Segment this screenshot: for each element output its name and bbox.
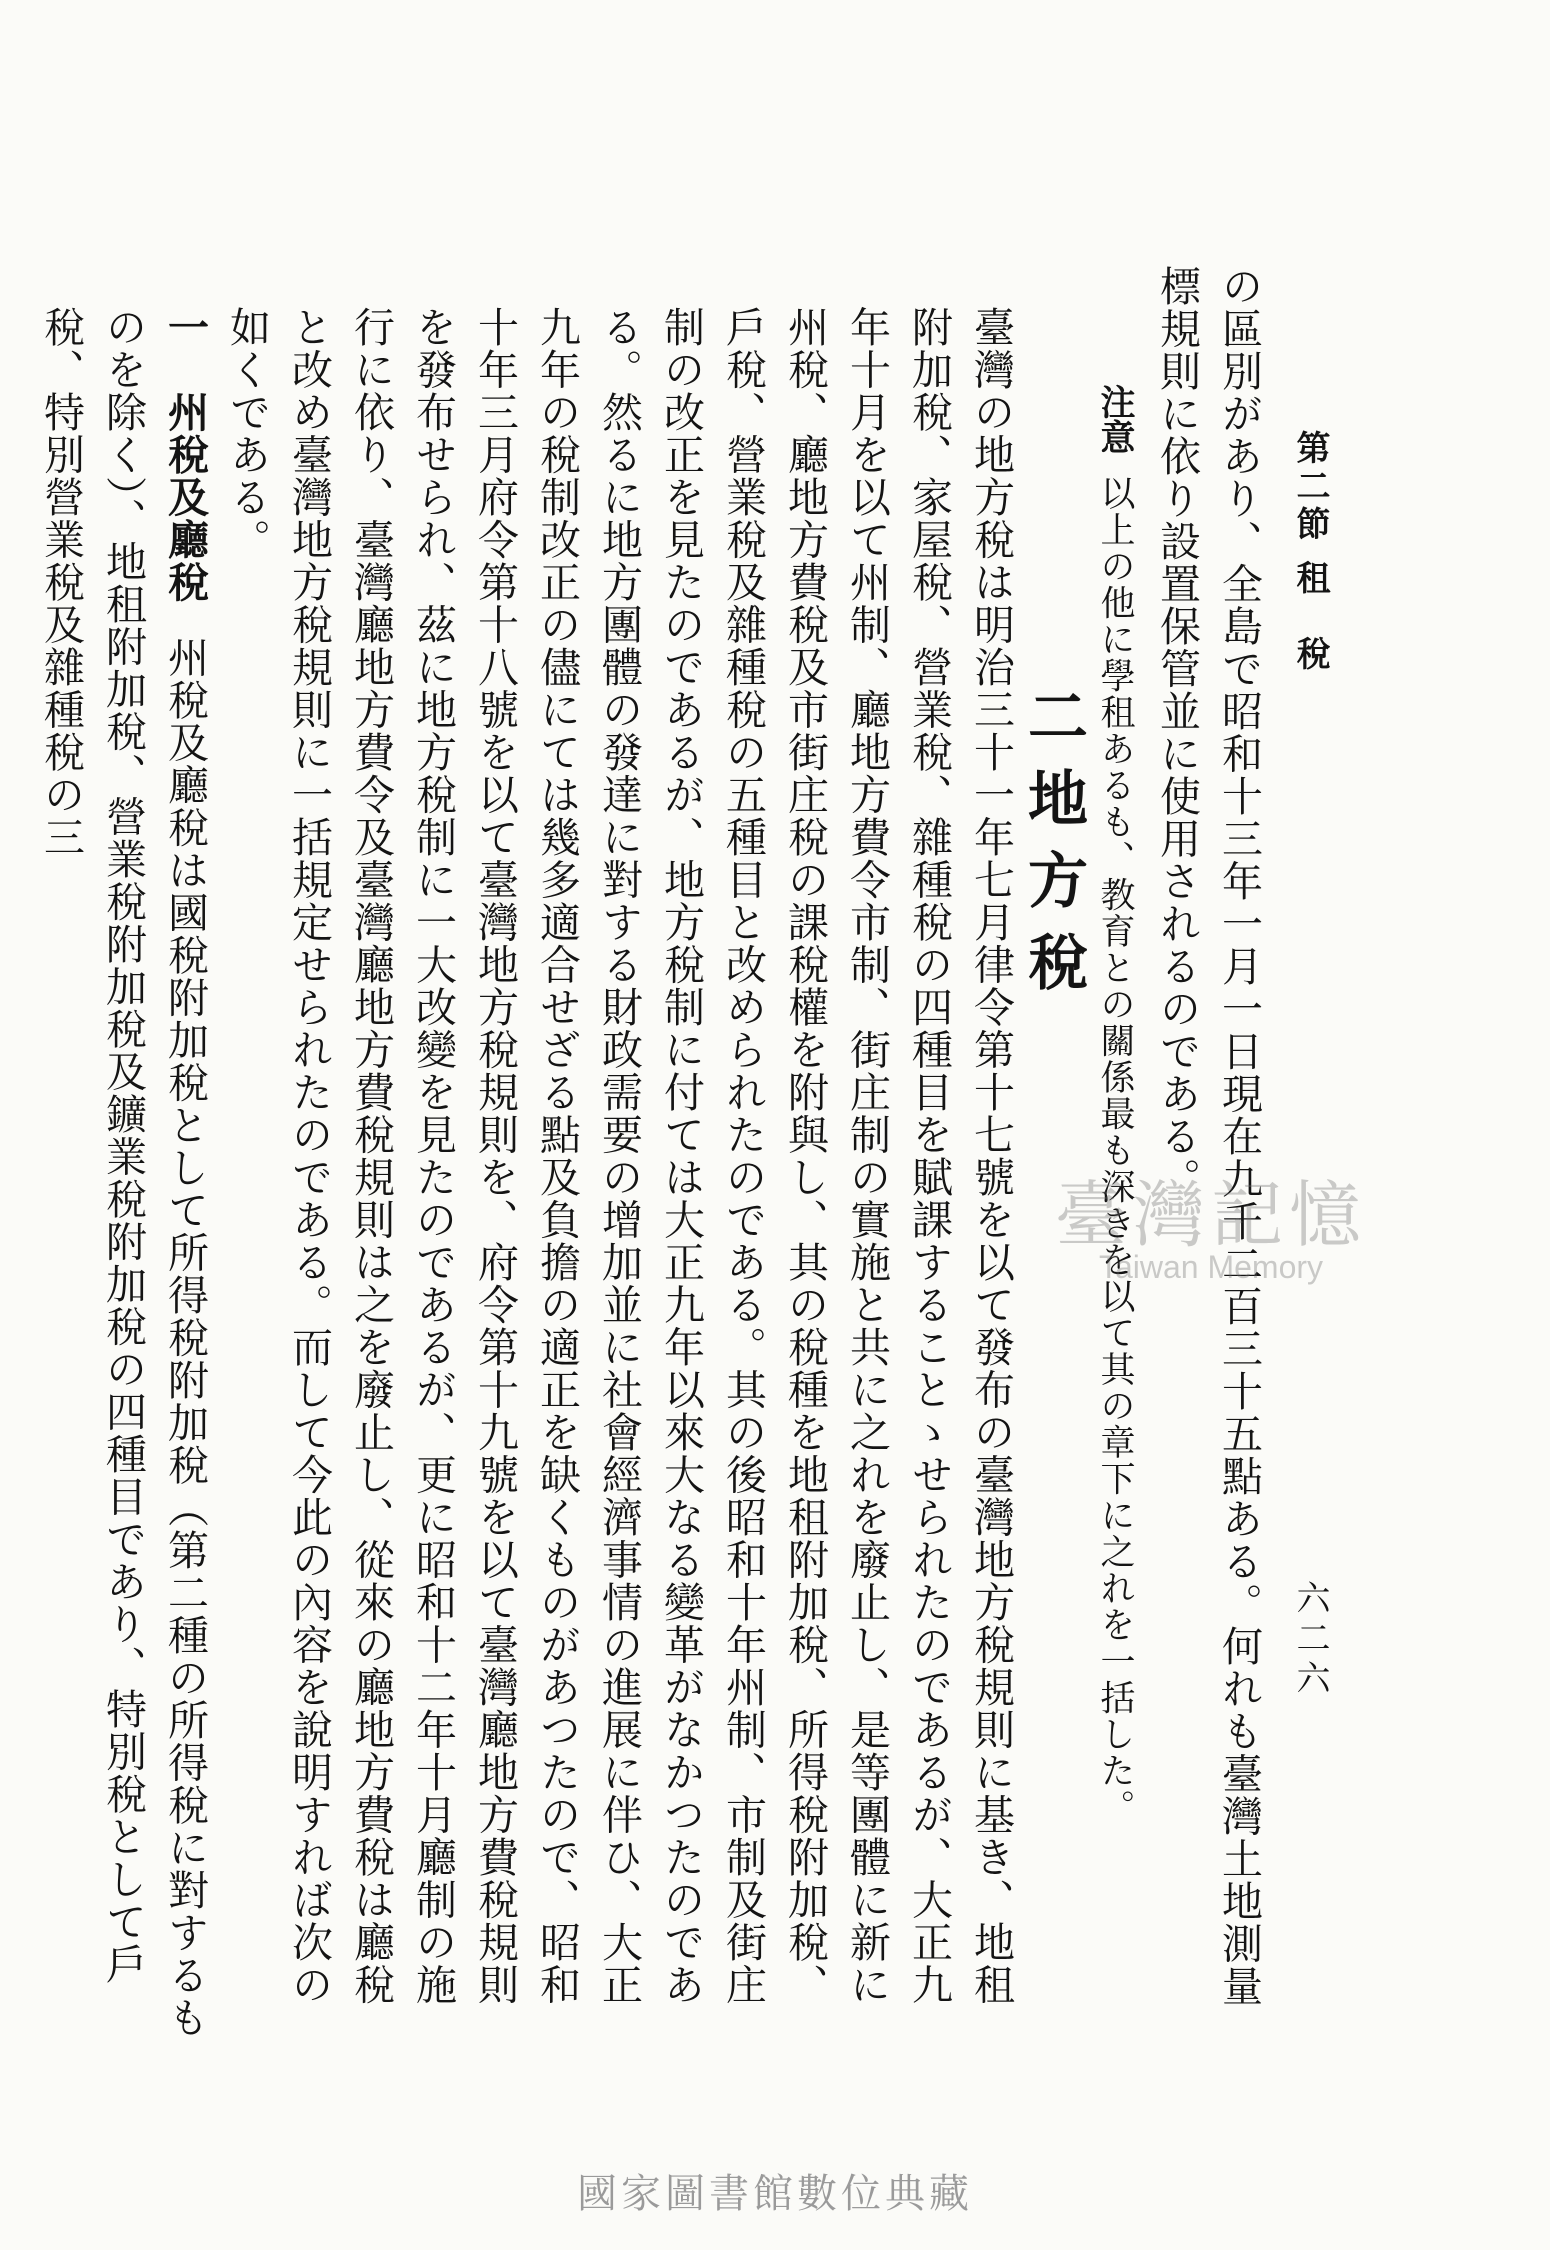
footer-credit: 國家圖書館數位典藏	[577, 2171, 973, 2217]
paragraph-continuation: の區別があり、全島で昭和十三年一月一日現在九千二百三十五點ある。何れも臺灣土地測量標規則に依り設置保管並に使用されるのである。	[1153, 265, 1263, 2008]
watermark-main: 臺灣記憶	[1055, 1173, 1368, 1257]
page-number: 六二六	[1290, 1580, 1330, 1700]
sub-heading: 一 州稅及廳稅	[161, 306, 209, 604]
note-text: 以上の他に學租あるも、教育との關係最も深きを以て其の章下に之れを一括した。	[1095, 475, 1135, 1826]
running-header: 第二節 租 稅	[1290, 430, 1330, 674]
paragraph-local-tax: 臺灣の地方稅は明治三十一年七月律令第十七號を以て發布の臺灣地方稅規則に基き、地租附加稅、家屋稅、營業稅、雜種稅の四種目を賦課することゝせられたのであるが、大正九年十月を以て州制、廳地方費令市制、街庄制の實施と共に之れを廢止し、是等團體に新に州稅、廳地方費稅及市街庄稅の課稅權を附與し、其の稅種を地租附加稅、所得稅附加稅、戶稅、營業稅及雜種稅の五種目と改められたのである。其の後昭和十年州制、市制及街庄制の改正を見たのであるが、地方稅制に付ては大正九年以來大なる變革がなかつたのである。然るに地方團體の發達に對する財政需要の增加並に社會經濟事情の進展に伴ひ、大正九年の稅制改正の儘にては幾多適合せざる點及負擔の適正を缺くものがあつたので、昭和十年三月府令第十八號を以て臺灣地方稅規則を、府令第十九號を以て臺灣廳地方費稅規則を發布せられ、茲に地方稅制に一大改變を見たのであるが、更に昭和十二年十月廳制の施行に依り、臺灣廳地方費令及臺灣廳地方費稅規則は之を廢止し、從來の廳地方費稅は廳稅と改め臺灣地方稅規則に一括規定せられたのである。而して今此の內容を說明すれば次の如くである。	[223, 306, 1015, 2006]
note-label: 注意	[1095, 384, 1136, 454]
paragraph-state-tax	[30, 265, 216, 2045]
paragraph-state-tax-text: 州稅及廳稅は國稅附加稅として所得稅附加稅（第二種の所得稅に對するものを除く）、地租附加稅、營業稅附加稅及鑛業稅附加稅の四種目であり、特別稅として戶稅、特別營業稅及雜種稅の三	[37, 306, 209, 2039]
section-heading: 二地方稅	[1018, 685, 1088, 1013]
body-text	[37, 265, 1270, 2045]
note	[1084, 265, 1146, 2045]
watermark-sub: Taiwan Memory	[1098, 1249, 1324, 1285]
